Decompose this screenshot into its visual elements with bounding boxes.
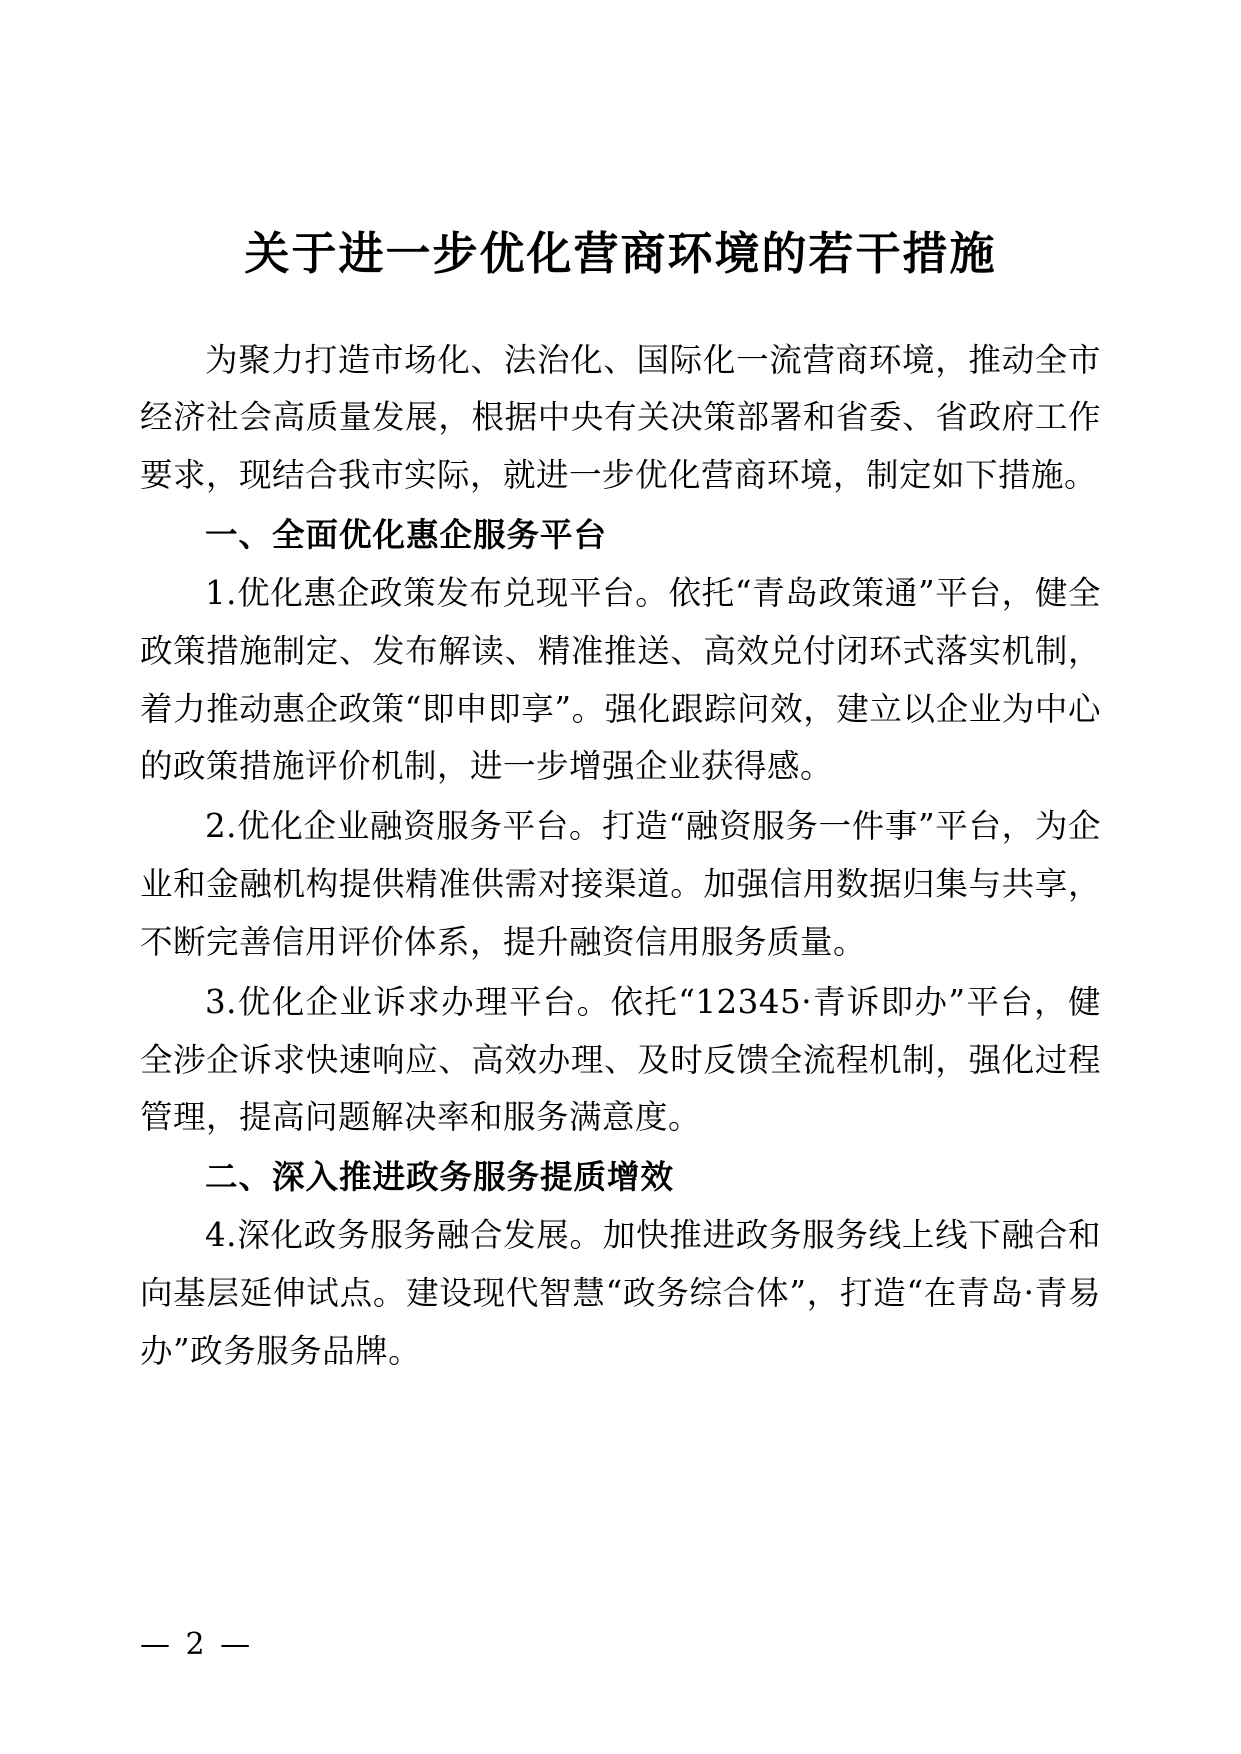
section-heading-2: 二、深入推进政务服务提质增效 [205, 1158, 675, 1197]
paragraph-item-2: 2.优化企业融资服务平台。打造“融资服务一件事”平台，为企业和金融机构提供精准供需对接渠道。加强信用数据归集与共享，不断完善信用评价体系，提升融资信用服务质量。 [140, 807, 1101, 961]
paragraph-intro: 为聚力打造市场化、法治化、国际化一流营商环境，推动全市经济社会高质量发展，根据中央有关决策部署和省委、省政府工作要求，现结合我市实际，就进一步优化营商环境，制定如下措施。 [140, 340, 1101, 495]
paragraph-item-4: 4.深化政务服务融合发展。加快推进政务服务线上线下融合和向基层延伸试点。建设现代智慧“政务综合体”，打造“在青岛·青易办”政务服务品牌。 [140, 1216, 1101, 1370]
page-number: — 2 — [140, 1627, 254, 1662]
paragraph-item-1: 1.优化惠企政策发布兑现平台。依托“青岛政策通”平台，健全政策措施制定、发布解读、精准推送、高效兑付闭环式落实机制，着力推动惠企政策“即申即享”。强化跟踪问效，建立以企业为中心的政策措施评价机制，进一步增强企业获得感。 [140, 573, 1101, 786]
page-title: 关于进一步优化营商环境的若干措施 [244, 227, 997, 280]
section-heading-1: 一、全面优化惠企服务平台 [205, 516, 608, 555]
paragraph-item-3: 3.优化企业诉求办理平台。依托“12345·青诉即办”平台，健全涉企诉求快速响应、高效办理、及时反馈全流程机制，强化过程管理，提高问题解决率和服务满意度。 [140, 982, 1101, 1137]
